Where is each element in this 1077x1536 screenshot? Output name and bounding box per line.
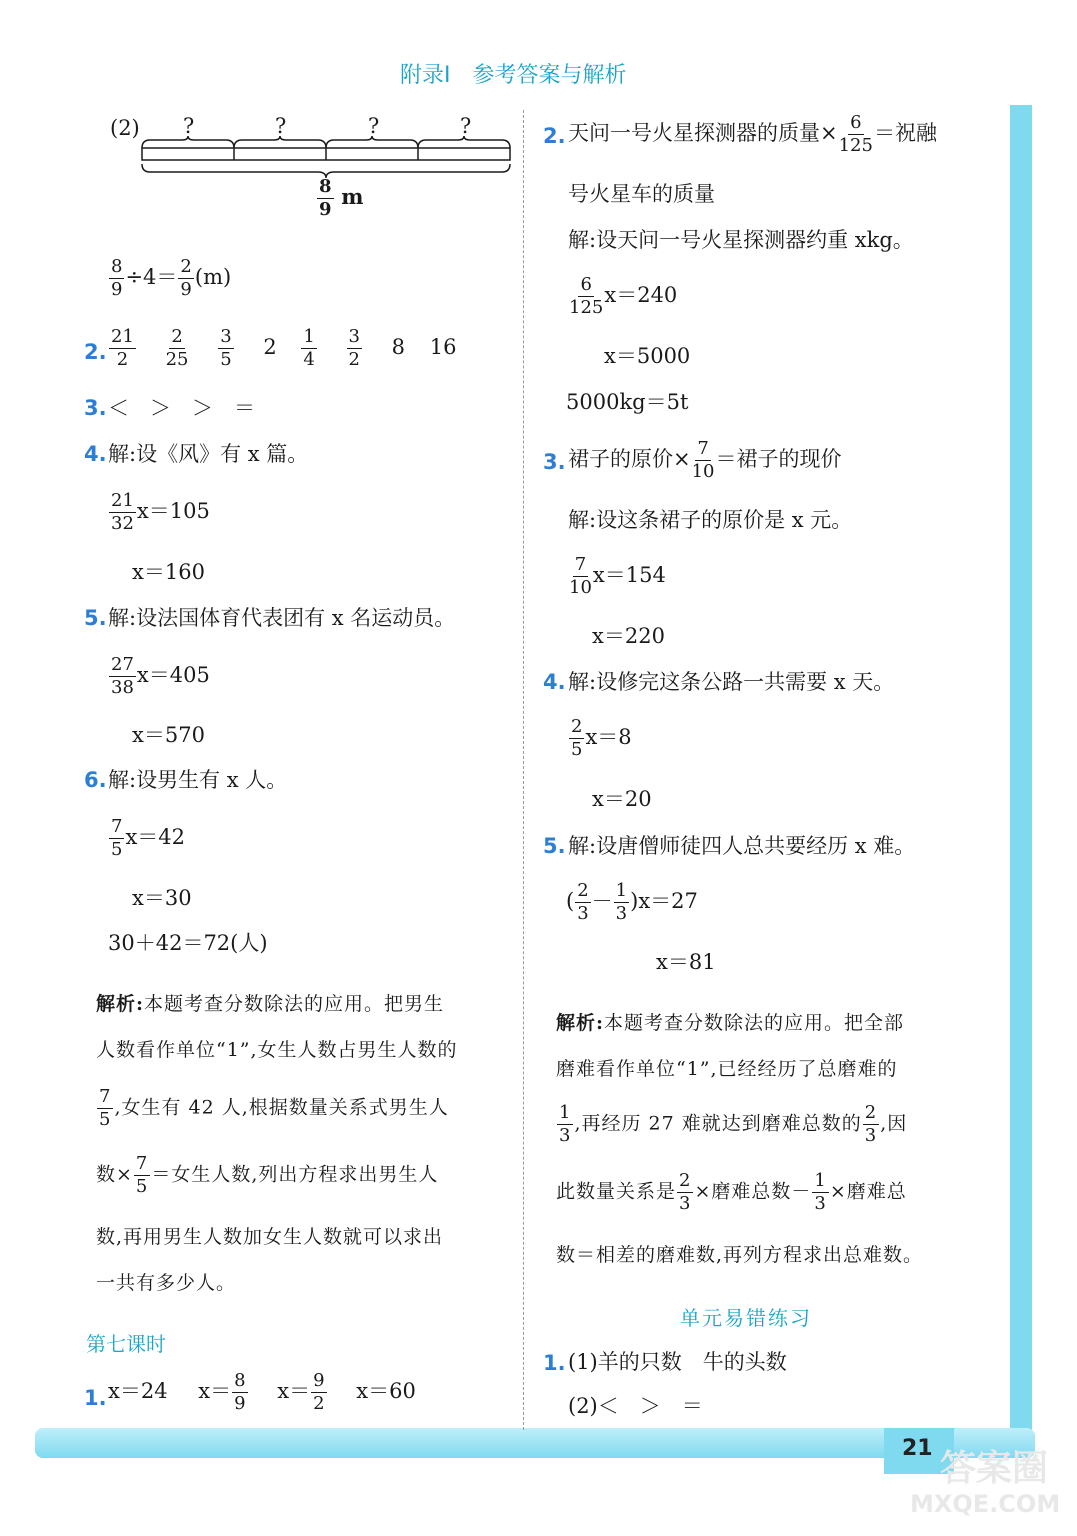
solution-q5: 解:设法国体育代表团有 x 名运动员。 — [108, 606, 456, 630]
result-q5-right: x＝81 — [656, 950, 716, 974]
result-q4: x＝160 — [132, 560, 205, 584]
diagram-label: (2) — [110, 116, 140, 140]
column-divider — [523, 110, 524, 1430]
answer-q1-part1: (1)羊的只数 牛的头数 — [568, 1350, 787, 1374]
answers-lesson-q1: x＝24 x＝ $\frac{8}{9}$ x＝ $\frac{9}{2}$ x＝60 — [108, 1370, 416, 1414]
answers-q2: $\frac{21}{2}$ $\frac{2}{25}$ $\frac{3}{5}$ 2 $\frac{1}{4}$ $\frac{3}{2}$ 8 16 — [111, 326, 457, 370]
analysis-left-line-6: 一共有多少人。 — [96, 1272, 237, 1294]
relation-q2-cont: 号火星车的质量 — [568, 182, 715, 206]
solution-q6: 解:设男生有 x 人。 — [108, 768, 288, 792]
analysis-left-line-5: 数,再用男生人数加女生人数就可以求出 — [96, 1226, 444, 1248]
solution-q4-right: 解:设修完这条公路一共需要 x 天。 — [568, 670, 895, 694]
equation-q2-right: $\frac{6}{125}$ x＝240 — [569, 274, 678, 318]
analysis-right-line-5: 数＝相差的磨难数,再列方程求出总难数。 — [556, 1244, 924, 1266]
question-number-4: 4. — [84, 442, 107, 466]
diagram-total: $\frac{8}{9}$ m — [319, 176, 364, 220]
watermark-url: MXQE.COM — [910, 1490, 1061, 1518]
question-number-2: 2. — [84, 340, 107, 364]
relation-q2: 天问一号火星探测器的质量× $\frac{6}{125}$ ＝祝融 — [568, 112, 937, 156]
diagram-q-3: ? — [368, 114, 380, 138]
question-number-5: 5. — [84, 606, 107, 630]
analysis-left-line-4: 数× $\frac{7}{5}$ ＝女生人数,列出方程求出男生人 — [96, 1153, 439, 1197]
question-number-6: 6. — [84, 768, 107, 792]
relation-q3: 裙子的原价× $\frac{7}{10}$ ＝裙子的现价 — [568, 438, 842, 482]
answer-q3: ＜ ＞ ＞ ＝ — [108, 396, 255, 420]
equation-q4-right: $\frac{2}{5}$ x＝8 — [571, 716, 632, 760]
question-number-5-right: 5. — [543, 834, 566, 858]
analysis-right-line-1: 解析:本题考查分数除法的应用。把全部 — [556, 1012, 905, 1034]
result-q6: x＝30 — [132, 886, 192, 910]
equation-q6: $\frac{7}{5}$ x＝42 — [111, 816, 186, 860]
conversion-q2-right: 5000kg＝5t — [566, 390, 689, 414]
result-q4-right: x＝20 — [592, 787, 652, 811]
question-number-3: 3. — [84, 396, 107, 420]
lesson-title: 第七课时 — [86, 1332, 166, 1356]
watermark-logo: 答案圈 — [940, 1448, 1049, 1489]
right-edge-bar — [1010, 105, 1032, 1445]
analysis-left-line-2: 人数看作单位“1”,女生人数占男生人数的 — [96, 1039, 458, 1061]
question-number-1-right: 1. — [543, 1351, 566, 1375]
diagram-q-4: ? — [460, 114, 472, 138]
equation-q5: $\frac{27}{38}$ x＝405 — [111, 654, 210, 698]
result-q2-right: x＝5000 — [604, 344, 691, 368]
unit-practice-title: 单元易错练习 — [680, 1306, 812, 1330]
solution-q4: 解:设《风》有 x 篇。 — [108, 442, 309, 466]
question-number-2-right: 2. — [543, 124, 566, 148]
page-number: 21 — [902, 1436, 933, 1461]
question-number-3-right: 3. — [543, 450, 566, 474]
solution-q2-right: 解:设天问一号火星探测器约重 xkg。 — [568, 228, 914, 252]
diagram-q-1: ? — [183, 114, 195, 138]
question-number-4-right: 4. — [543, 670, 566, 694]
analysis-right-line-2: 磨难看作单位“1”,已经经历了总磨难的 — [556, 1058, 898, 1080]
analysis-left-line-1: 解析:本题考查分数除法的应用。把男生 — [96, 993, 445, 1015]
equation-q4: $\frac{21}{32}$ x＝105 — [111, 490, 210, 534]
equation-q3-right: $\frac{7}{10}$ x＝154 — [569, 554, 666, 598]
diagram-q-2: ? — [275, 114, 287, 138]
answer-q1-part2: (2)＜ ＞ ＝ — [568, 1394, 703, 1418]
question-number-1-lesson: 1. — [84, 1386, 107, 1410]
equation-q5-right: ( $\frac{2}{3}$ － $\frac{1}{3}$ )x＝27 — [566, 880, 698, 924]
analysis-right-line-4: 此数量关系是 $\frac{2}{3}$ ×磨难总数－ $\frac{1}{3}$ ×磨难总 — [556, 1170, 907, 1214]
segment-diagram — [138, 134, 518, 180]
result-q3-right: x＝220 — [592, 624, 665, 648]
solution-q3-right: 解:设这条裙子的原价是 x 元。 — [568, 508, 853, 532]
page-header: 附录Ⅰ 参考答案与解析 — [400, 63, 627, 88]
sum-q6: 30＋42＝72(人) — [108, 931, 268, 955]
analysis-right-line-3: $\frac{1}{3}$ ,再经历 27 难就达到磨难总数的 $\frac{2}{3}$ ,因 — [559, 1102, 908, 1146]
analysis-left-line-3: $\frac{7}{5}$ ,女生有 42 人,根据数量关系式男生人 — [99, 1086, 449, 1130]
solution-q5-right: 解:设唐僧师徒四人总共要经历 x 难。 — [568, 834, 916, 858]
result-q5: x＝570 — [132, 723, 205, 747]
equation-diagram: $\frac{8}{9}$ ÷4＝ $\frac{2}{9}$ (m) — [111, 256, 232, 300]
